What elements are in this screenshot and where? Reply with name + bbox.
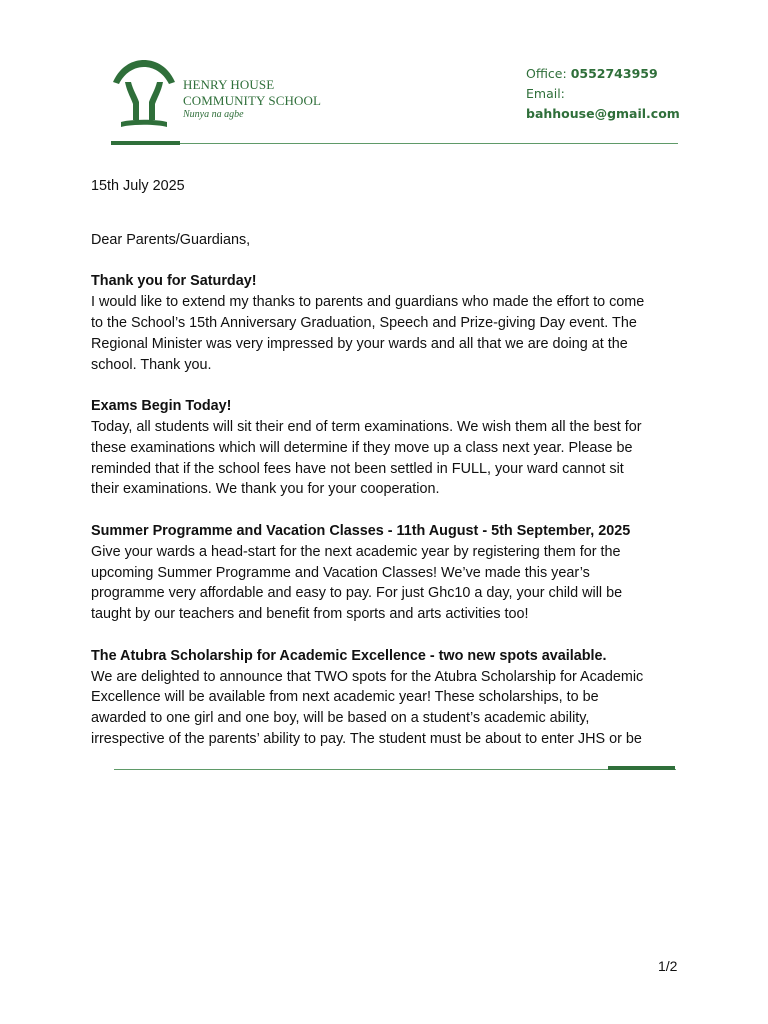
school-name-line2: COMMUNITY SCHOOL (183, 93, 321, 108)
footer-divider (114, 769, 676, 770)
paragraph-line: Give your wards a head-start for the next academic year by registering them for the (91, 543, 621, 560)
office-phone[interactable]: 0552743959 (570, 66, 658, 81)
paragraph-line: Excellence will be available from next academic year! These scholarships, to be (91, 689, 599, 706)
school-name (183, 77, 321, 109)
email-label: Email: (526, 86, 565, 101)
header-divider (112, 143, 678, 144)
paragraph-line: programme very affordable and easy to pay. For just Ghc10 a day, your child will be (91, 585, 623, 602)
paragraph-line: taught by our teachers and benefit from sports and arts activities too! (91, 606, 529, 623)
school-name-line1: HENRY HOUSE (183, 77, 275, 92)
section-heading: Exams Begin Today! (91, 398, 232, 415)
paragraph-line: irrespective of the parents’ ability to pay. The student must be about to enter JHS or be (91, 730, 642, 747)
paragraph-line: I would like to extend my thanks to parents and guardians who made the effort to come (91, 294, 645, 311)
office-label: Office: (526, 66, 567, 81)
header-divider-accent (111, 141, 180, 145)
school-motto: Nunya na agbe (183, 109, 244, 120)
contact-block (526, 64, 680, 124)
paragraph-line: these examinations which will determine if they move up a class next year. Please be (91, 439, 633, 456)
paragraph-line: We are delighted to announce that TWO spots for the Atubra Scholarship for Academic (91, 668, 644, 685)
letter-body (91, 176, 691, 750)
letter-date: 15th July 2025 (91, 178, 185, 194)
page-number: 1/2 (658, 958, 678, 974)
paragraph-line: reminded that if the school fees have not been settled in FULL, your ward cannot sit (91, 460, 624, 477)
paragraph-line: Today, all students will sit their end of term examinations. We wish them all the best for (91, 418, 642, 435)
school-logo-icon (111, 58, 177, 134)
paragraph-line: upcoming Summer Programme and Vacation Classes! We’ve made this year’s (91, 564, 590, 581)
paragraph-line: Regional Minister was very impressed by your wards and all that we are doing at the (91, 335, 628, 352)
paragraph-line: their examinations. We thank you for your cooperation. (91, 481, 440, 498)
office-row (526, 64, 680, 84)
paragraph-line: school. Thank you. (91, 356, 212, 373)
letter-salutation: Dear Parents/Guardians, (91, 231, 251, 248)
section-heading: The Atubra Scholarship for Academic Excellence - two new spots available. (91, 647, 607, 664)
paragraph-line: to the School’s 15th Anniversary Graduation, Speech and Prize-giving Day event. The (91, 314, 637, 331)
email-address[interactable]: bahhouse@gmail.com (526, 106, 680, 121)
paragraph-line: awarded to one girl and one boy, will be based on a student’s academic ability, (91, 710, 590, 727)
section-heading: Summer Programme and Vacation Classes - 11th August - 5th September, 2025 (91, 522, 631, 539)
footer-divider-accent (608, 766, 675, 770)
section-heading: Thank you for Saturday! (91, 273, 257, 290)
